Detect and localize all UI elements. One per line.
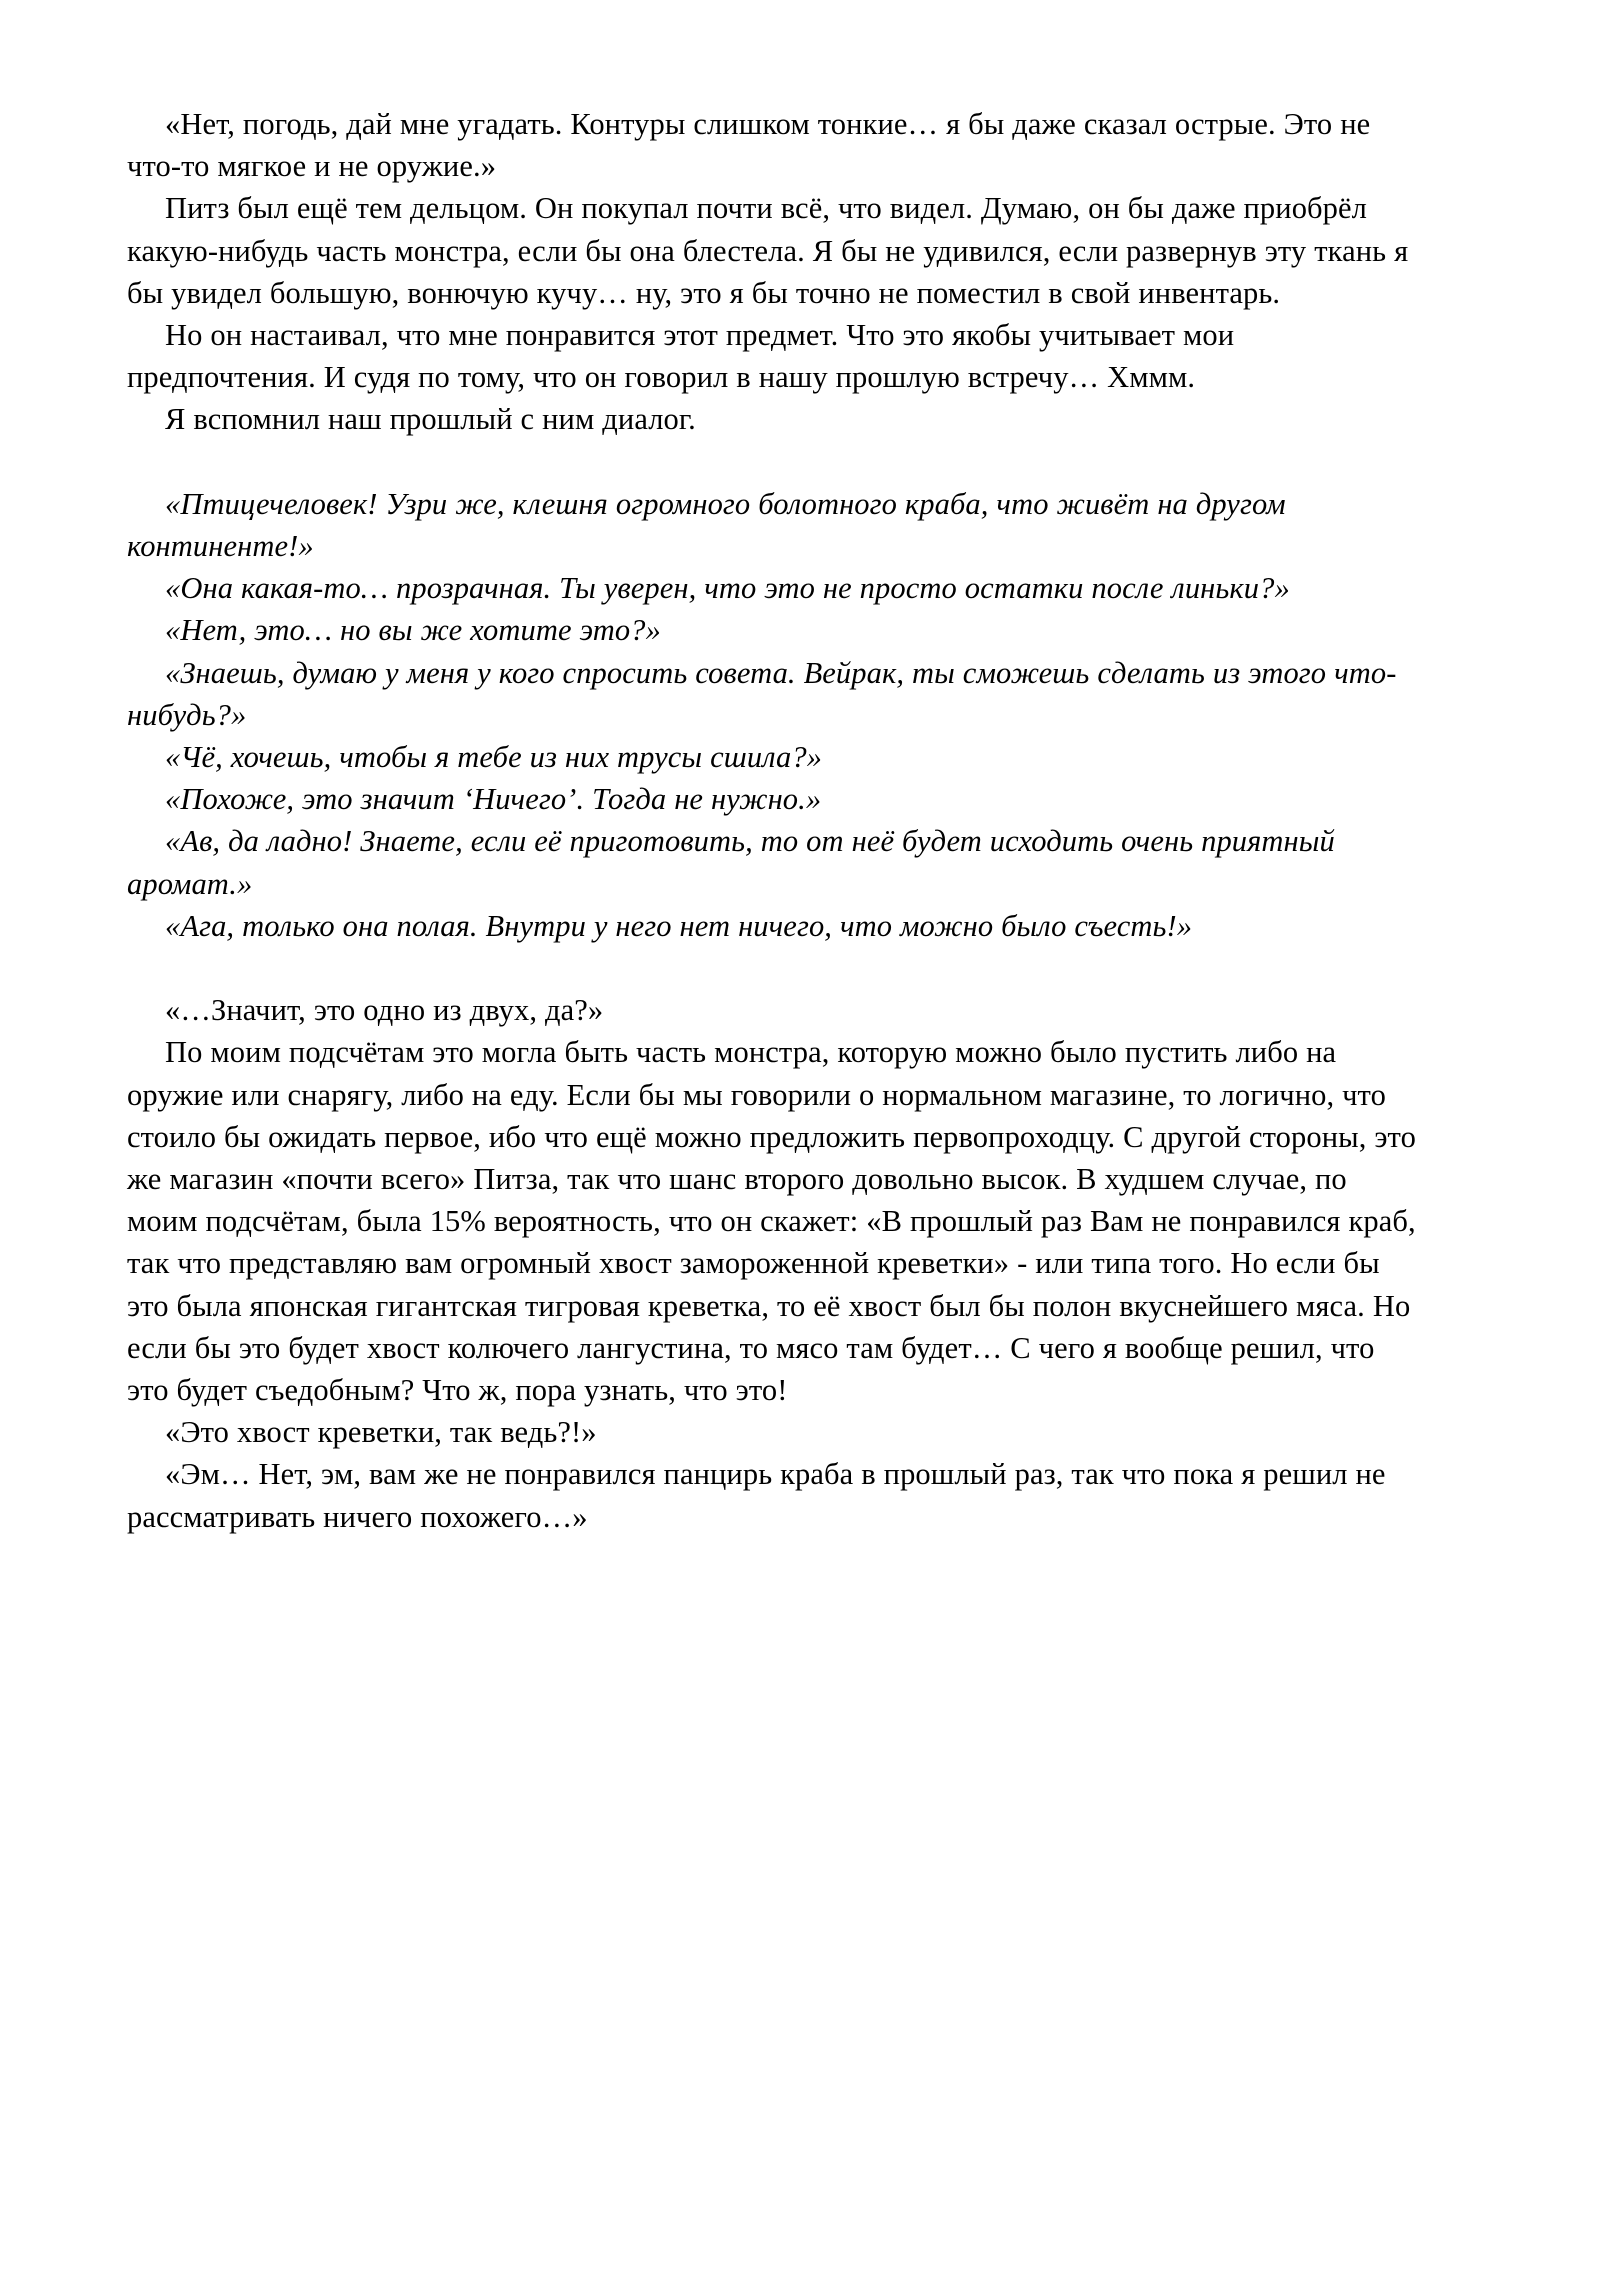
section-closing [127,989,1417,1538]
paragraph: «Эм… Нет, эм, вам же не понравился панцирь краба в прошлый раз, так что пока я решил не рассматривать ничего похожего…» [127,1457,1386,1534]
paragraph: Я вспомнил наш прошлый с ним диалог. [165,402,696,437]
paragraph: По моим подсчётам это могла быть часть монстра, которую можно было пустить либо на оружие или снарягу, либо на еду. Если бы мы говорили о нормальном магазине, то логично, что стоило бы ожидать первое, ибо что ещё можно предложить первопроходцу. С другой стороны, это же магазин «почти всего» Питза, так что шанс второго довольно высок. В худшем случае, по моим подсчётам, была 15% вероятность, что он скажет: «В прошлый раз Вам не понравился краб, так что представляю вам огромный хвост замороженной креветки» - или типа того. Но если бы это была японская гигантская тигровая креветка, то её хвост был бы полон вкуснейшего мяса. Но если бы это будет хвост колючего лангустина, то мясо там будет… С чего я вообще решил, что это будет съедобным? Что ж, пора узнать, что это! [127,1035,1416,1408]
paragraph: «Нет, погодь, дай мне угадать. Контуры слишком тонкие… я бы даже сказал острые. Это не что-то мягкое и не оружие.» [127,107,1371,184]
dialogue-line: «Она какая-то… прозрачная. Ты уверен, что это не просто остатки после линьки?» [165,571,1290,606]
dialogue-line: «Знаешь, думаю у меня у кого спросить совета. Вейрак, ты сможешь сделать из этого что-нибудь?» [127,655,1397,732]
dialogue-line: «Нет, это… но вы же хотите это?» [165,613,661,648]
paragraph: Но он настаивал, что мне понравится этот предмет. Что это якобы учитывает мои предпочтения. И судя по тому, что он говорил в нашу прошлую встречу… Хммм. [127,318,1235,395]
paragraph: Питз был ещё тем дельцом. Он покупал почти всё, что видел. Думаю, он бы даже приобрёл какую-нибудь часть монстра, если бы она блестела. Я бы не удивился, если развернув эту ткань я бы увидел большую, вонючую кучу… ну, это я бы точно не поместил в свой инвентарь. [127,191,1409,310]
section-divider [127,947,1417,989]
dialogue-line: «Ага, только она полая. Внутри у него нет ничего, что можно было съесть!» [165,908,1193,943]
dialogue-line: «Птицечеловек! Узри же, клешня огромного болотного краба, что живёт на другом континенте!» [127,486,1286,564]
dialogue-line: «Чё, хочешь, чтобы я тебе из них трусы сшила?» [165,740,823,775]
dialogue-line: «Ав, да ладно! Знаете, если её приготовить, то от неё будет исходить очень приятный аромат.» [127,824,1335,901]
paragraph: «…Значит, это одно из двух, да?» [165,993,604,1028]
section-flashback-dialogue [127,483,1417,947]
dialogue-line: «Похоже, это значит ‘Ничего’. Тогда не нужно.» [165,782,822,817]
section-divider [127,441,1417,483]
section-opening [127,103,1417,441]
paragraph: «Это хвост креветки, так ведь?!» [165,1415,597,1450]
text-column [127,103,1417,1538]
